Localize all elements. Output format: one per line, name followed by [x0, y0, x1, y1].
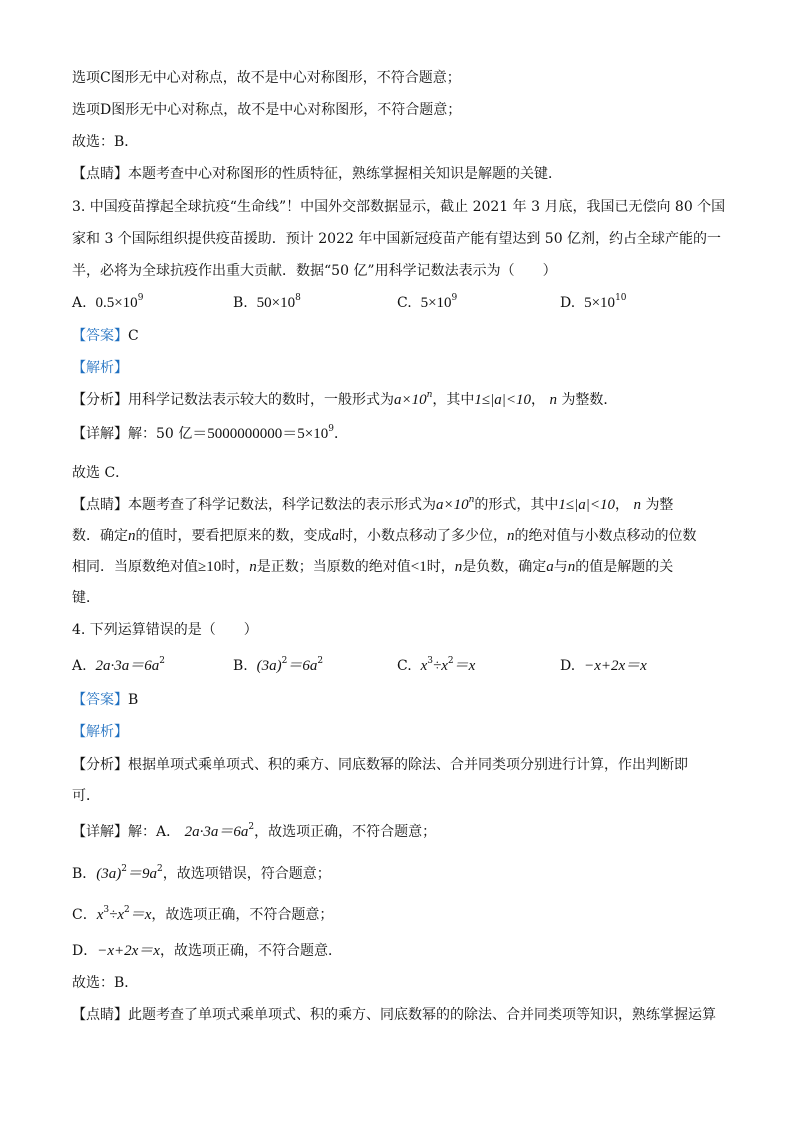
q3-comment-line-4: 键．: [72, 590, 100, 606]
comment-lt1: <1: [410, 559, 427, 575]
option-exp: 9: [137, 293, 144, 303]
answer-value: B: [128, 692, 139, 708]
option-expr: 50×10: [256, 295, 296, 311]
comment-text: 相同．当原数绝对值: [72, 559, 198, 575]
comment-text: 是正数；当原数的绝对值: [256, 559, 411, 575]
q4-answer-line: [72, 690, 138, 710]
detail-expr: 2a·3a＝6a: [184, 824, 249, 840]
analysis-tag: 【分析】: [72, 757, 128, 773]
q4-jiexi: 【解析】: [72, 724, 128, 740]
comment-range: 1≤|a|<10: [558, 497, 616, 513]
comment-text: 本题考查了科学记数法，科学记数法的表示形式为: [128, 497, 436, 513]
detail-exp: 2: [121, 864, 128, 874]
q3-choose-line: 故选 C．: [72, 465, 130, 481]
detail-tag: 【详解】: [72, 824, 128, 840]
q4-option-c: [397, 655, 475, 677]
option-letter: B.: [233, 295, 248, 311]
option-letter: A.: [72, 295, 87, 311]
option-expr: ＝x: [453, 658, 476, 674]
comment-text: 的绝对值与小数点移动的位数: [514, 528, 697, 544]
q3-comment-line-1: [72, 495, 673, 515]
q4-option-b: [233, 655, 323, 677]
comment-text: 为整: [645, 497, 674, 513]
comment-a: a: [331, 528, 339, 544]
comment-tag: 【点睛】: [72, 497, 128, 513]
answer-tag: 【答案】: [72, 328, 128, 344]
analysis-text: 用科学记数法表示较大的数时，一般形式为: [128, 392, 394, 408]
option-expr: 5×10: [584, 295, 616, 311]
option-exp: 3: [427, 656, 433, 666]
detail-exp: 2: [157, 864, 163, 874]
detail-exp: 2: [124, 905, 130, 915]
comment-ge10: ≥10: [198, 559, 222, 575]
comment-text: ，: [615, 497, 630, 513]
comment-n: n: [128, 528, 136, 544]
q3-stem-line-1: 3. 中国疫苗撑起全球抗疫“生命线”！中国外交部数据显示，截止 2021 年 3 月底，我国已无偿向 80 个国: [72, 199, 726, 215]
option-letter: B.: [233, 658, 248, 674]
q3-option-a: [72, 292, 143, 314]
detail-text: C．: [72, 907, 97, 923]
detail-expr: (3a): [96, 866, 122, 882]
q3-stem-line-3: 半，必将为全球抗疫作出重大贡献．数据“50 亿”用科学记数法表示为（ ）: [72, 263, 557, 279]
option-letter: D.: [560, 658, 576, 674]
q3-comment-line-2: [72, 526, 697, 546]
comment-tag: 【点睛】: [72, 1007, 128, 1023]
detail-text: ，故选项正确，不符合题意．: [159, 943, 342, 959]
option-d-explanation: 选项D图形无中心对称点，故不是中心对称图形，不符合题意；: [72, 102, 462, 118]
option-expr: 5×10: [420, 295, 452, 311]
detail-eq: ＝5000000000＝5×10: [192, 426, 329, 442]
q3-option-c: [397, 292, 457, 314]
q4-option-a: [72, 655, 165, 677]
option-expr: 2a·3a＝6a: [95, 658, 160, 674]
q4-choose-line: 故选：B．: [72, 975, 139, 991]
option-exp: 2: [281, 656, 288, 666]
detail-expr: x: [96, 907, 104, 923]
comment-n: n: [507, 528, 515, 544]
q3-answer-line: [72, 326, 139, 346]
option-expr: ÷x: [432, 658, 448, 674]
q3-option-d: [560, 292, 627, 314]
option-letter: C.: [397, 658, 412, 674]
detail-expr: −x+2x＝x: [97, 943, 160, 959]
option-expr: (3a): [256, 658, 282, 674]
detail-expr: ＝x: [129, 907, 152, 923]
comment-text: 的值时，要看把原来的数，变成: [135, 528, 332, 544]
q4-detail-b: [72, 864, 331, 884]
option-exp: 2: [159, 656, 165, 666]
option-c-explanation: 选项C图形无中心对称点，故不是中心对称图形，不符合题意；: [72, 70, 461, 86]
option-exp: 9: [451, 293, 458, 303]
q3-stem-line-2: 家和 3 个国际组织提供疫苗援助．预计 2022 年中国新冠疫苗产能有望达到 50 亿剂，约占全球产能的一: [72, 231, 722, 247]
q4-analysis-line-2: 可．: [72, 788, 100, 804]
comment-text: 此题考查了单项式乘单项式、积的乘方、同底数幂的的除法、合并同类项等知识，熟练掌握运算: [128, 1007, 716, 1023]
analysis-form: a×10: [394, 392, 427, 408]
comment-form-exp: n: [468, 495, 475, 505]
q3-analysis-line: [72, 390, 617, 410]
comment-text: 时，: [426, 559, 455, 575]
detail-exp: 2: [248, 822, 255, 832]
comment-line: [72, 164, 562, 184]
detail-text: 解：A．: [128, 824, 181, 840]
option-letter: C.: [397, 295, 412, 311]
q4-analysis-line-1: [72, 755, 688, 775]
comment-n: n: [567, 559, 576, 575]
q4-detail-a: [72, 822, 436, 842]
detail-expr: ÷x: [109, 907, 125, 923]
option-expr: 0.5×10: [95, 295, 138, 311]
comment-n: n: [633, 497, 641, 513]
option-letter: A.: [72, 658, 87, 674]
q4-detail-c: [72, 905, 333, 925]
answer-value: C: [128, 328, 139, 344]
comment-text: 数．确定: [72, 528, 128, 544]
q4-comment-line-1: [72, 1005, 716, 1025]
detail-text: D．: [72, 943, 98, 959]
option-expr: ＝6a: [287, 658, 318, 674]
analysis-text: 根据单项式乘单项式、积的乘方、同底数幂的除法、合并同类项分别进行计算，作出判断即: [128, 757, 688, 773]
comment-n: n: [454, 559, 463, 575]
detail-tag: 【详解】: [72, 426, 128, 442]
detail-exp: 9: [328, 424, 334, 434]
comment-text: 时，: [221, 559, 250, 575]
comment-a: a: [546, 559, 554, 575]
comment-n: n: [249, 559, 257, 575]
analysis-text: ，其中: [432, 392, 475, 408]
option-exp: 10: [615, 293, 627, 303]
analysis-n: n: [549, 392, 557, 408]
detail-text: 解：50 亿: [128, 426, 193, 442]
detail-text: ，故选项错误，符合题意；: [162, 866, 331, 882]
option-expr: x: [420, 658, 428, 674]
option-expr: −x+2x＝x: [584, 658, 647, 674]
comment-text: 本题考查中心对称图形的性质特征，熟练掌握相关知识是解题的关键．: [128, 166, 562, 182]
detail-text: ，故选项正确，不符合题意；: [151, 907, 334, 923]
detail-text: ，故选项正确，不符合题意；: [254, 824, 437, 840]
comment-text: 是负数，确定: [462, 559, 547, 575]
comment-text: 的形式，其中: [474, 497, 559, 513]
detail-expr: ＝9a: [127, 866, 158, 882]
detail-exp: 3: [103, 905, 110, 915]
answer-tag: 【答案】: [72, 692, 128, 708]
q4-stem: 4. 下列运算错误的是（ ）: [72, 622, 258, 638]
detail-text: ．: [333, 426, 348, 442]
q3-comment-line-3: [72, 557, 673, 577]
comment-text: 的值是解题的关: [575, 559, 674, 575]
analysis-text: 为整数．: [561, 392, 618, 408]
q4-option-d: [560, 655, 647, 677]
option-exp: 2: [317, 656, 324, 666]
option-exp: 8: [295, 293, 301, 303]
q3-option-b: [233, 292, 301, 314]
comment-form: a×10: [436, 497, 469, 513]
option-exp: 2: [447, 656, 454, 666]
comment-tag: 【点睛】: [72, 166, 128, 182]
comment-text: 时，小数点移动了多少位，: [339, 528, 507, 544]
comment-text: 与: [553, 559, 568, 575]
analysis-range: 1≤|a|<10: [474, 392, 532, 408]
option-letter: D.: [560, 295, 576, 311]
q3-detail-line: [72, 424, 348, 444]
detail-text: B．: [72, 866, 97, 882]
q4-detail-d: [72, 941, 342, 961]
analysis-text: ，: [531, 392, 546, 408]
analysis-form-exp: n: [426, 390, 433, 400]
choose-line: 故选：B．: [72, 134, 139, 150]
analysis-tag: 【分析】: [72, 392, 128, 408]
q3-jiexi: 【解析】: [72, 360, 128, 376]
